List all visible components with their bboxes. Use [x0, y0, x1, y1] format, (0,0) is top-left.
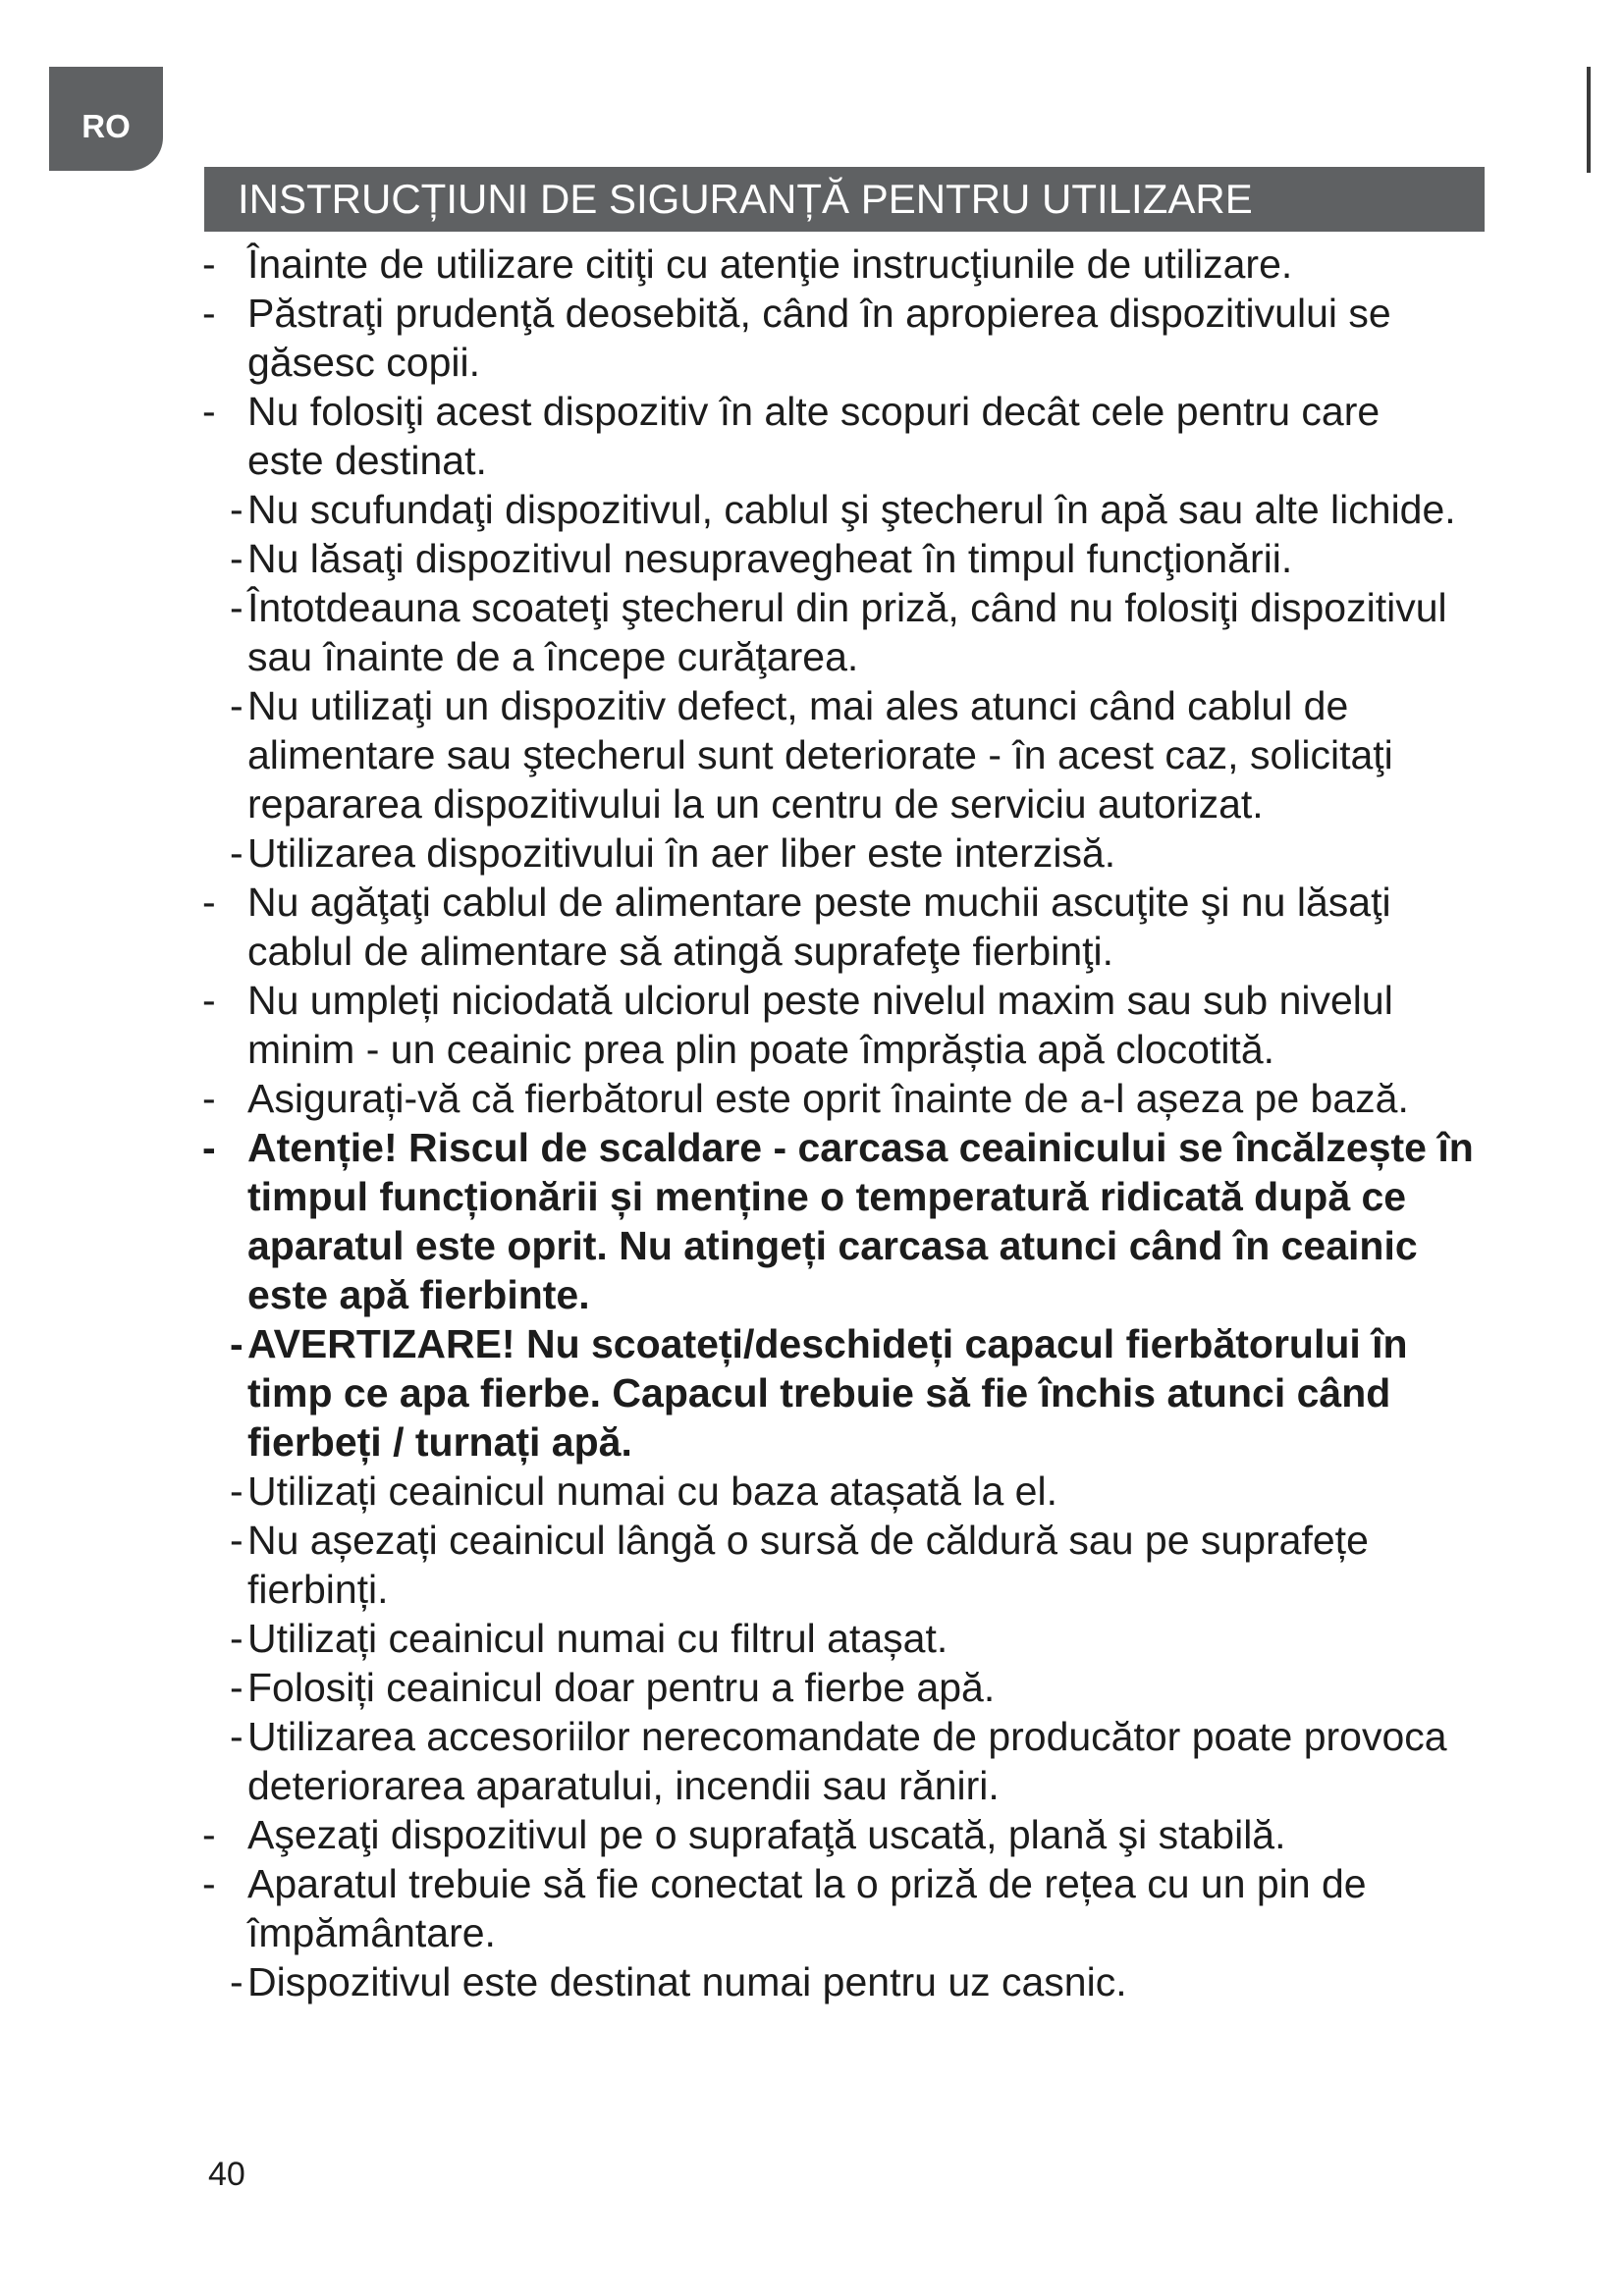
safety-instructions-list: [0, 240, 1624, 2006]
instruction-text-line: minim - un ceainic prea plin poate împrăștia apă clocotită.: [247, 1027, 1275, 1072]
instruction-item: [0, 1319, 1624, 1467]
instruction-item: [0, 878, 1624, 976]
instruction-item: [0, 485, 1624, 534]
instruction-text-line: alimentare sau ştecherul sunt deteriorate - în acest caz, solicitaţi: [247, 732, 1393, 777]
instruction-text-line: Nu așezați ceainicul lângă o sursă de căldură sau pe suprafețe: [247, 1518, 1369, 1563]
instruction-text-line: Atenție! Riscul de scaldare - carcasa ceainicului se încălzește în: [247, 1125, 1474, 1170]
instruction-text-line: AVERTIZARE! Nu scoateți/deschideți capacul fierbătorului în: [247, 1321, 1408, 1366]
bullet-dash: -: [202, 1861, 216, 1906]
language-tab: RO: [49, 67, 163, 171]
instruction-item: [0, 289, 1624, 387]
instruction-text-line: Utilizarea dispozitivului în aer liber este interzisă.: [247, 830, 1116, 876]
bullet-dash: -: [230, 1321, 244, 1366]
instruction-text-line: Asigurați-vă că fierbătorul este oprit înainte de a-l așeza pe bază.: [247, 1076, 1409, 1121]
instruction-text-line: Aparatul trebuie să fie conectat la o priză de rețea cu un pin de: [247, 1861, 1367, 1906]
instruction-item: [0, 1614, 1624, 1663]
bullet-dash: -: [230, 1518, 244, 1563]
instruction-text-line: sau înainte de a începe curăţarea.: [247, 634, 859, 679]
instruction-text-line: Utilizați ceainicul numai cu filtrul atașat.: [247, 1616, 948, 1661]
instruction-item: [0, 1663, 1624, 1712]
instruction-text-line: Nu lăsaţi dispozitivul nesupravegheat în timpul funcţionării.: [247, 536, 1293, 581]
instruction-text-line: Utilizați ceainicul numai cu baza atașată la el.: [247, 1468, 1057, 1514]
page-edge-marker: [1587, 67, 1591, 173]
bullet-dash: -: [230, 536, 244, 581]
instruction-text-line: deteriorarea aparatului, incendii sau răniri.: [247, 1763, 1000, 1808]
instruction-text-line: Nu utilizaţi un dispozitiv defect, mai ales atunci când cablul de: [247, 683, 1349, 728]
page-number: 40: [208, 2156, 245, 2193]
bullet-dash: -: [202, 1812, 216, 1857]
instruction-item: [0, 976, 1624, 1074]
instruction-text-line: găsesc copii.: [247, 340, 481, 385]
bullet-dash: -: [202, 389, 216, 434]
instruction-item: [0, 583, 1624, 681]
instruction-text-line: Nu umpleți niciodată ulciorul peste nivelul maxim sau sub nivelul: [247, 978, 1393, 1023]
bullet-dash: -: [230, 1616, 244, 1661]
instruction-item: [0, 1516, 1624, 1614]
instruction-item: [0, 534, 1624, 583]
bullet-dash: -: [202, 880, 216, 925]
instruction-text-line: este apă fierbinte.: [247, 1272, 590, 1317]
bullet-dash: -: [202, 1125, 216, 1170]
instruction-text-line: timp ce apa fierbe. Capacul trebuie să fie închis atunci când: [247, 1370, 1391, 1415]
bullet-dash: -: [230, 830, 244, 876]
instruction-item: [0, 828, 1624, 878]
instruction-text-line: Întotdeauna scoateţi ştecherul din priză, când nu folosiţi dispozitivul: [247, 585, 1447, 630]
instruction-text-line: fierbeți / turnați apă.: [247, 1419, 632, 1465]
instruction-item: [0, 1467, 1624, 1516]
instruction-text-line: Aşezaţi dispozitivul pe o suprafaţă uscată, plană şi stabilă.: [247, 1812, 1286, 1857]
instruction-item: [0, 1810, 1624, 1859]
instruction-text-line: repararea dispozitivului la un centru de serviciu autorizat.: [247, 781, 1264, 827]
instruction-item: [0, 1957, 1624, 2006]
instruction-text-line: fierbinți.: [247, 1567, 389, 1612]
instruction-item: [0, 387, 1624, 485]
instruction-text-line: Nu scufundaţi dispozitivul, cablul şi ştecherul în apă sau alte lichide.: [247, 487, 1456, 532]
bullet-dash: -: [230, 683, 244, 728]
instruction-text-line: timpul funcționării și menține o temperatură ridicată după ce: [247, 1174, 1407, 1219]
section-title: INSTRUCȚIUNI DE SIGURANȚĂ PENTRU UTILIZARE: [204, 167, 1485, 232]
instruction-item: [0, 1712, 1624, 1810]
instruction-text-line: cablul de alimentare să atingă suprafeţe fierbinţi.: [247, 929, 1114, 974]
bullet-dash: -: [202, 291, 216, 336]
bullet-dash: -: [230, 1665, 244, 1710]
instruction-text-line: este destinat.: [247, 438, 487, 483]
instruction-text-line: Nu agăţaţi cablul de alimentare peste muchii ascuţite şi nu lăsaţi: [247, 880, 1391, 925]
instruction-item: [0, 681, 1624, 828]
instruction-text-line: Dispozitivul este destinat numai pentru uz casnic.: [247, 1959, 1127, 2004]
instruction-text-line: aparatul este oprit. Nu atingeți carcasa atunci când în ceainic: [247, 1223, 1418, 1268]
instruction-item: [0, 1123, 1624, 1319]
instruction-text-line: împământare.: [247, 1910, 496, 1955]
bullet-dash: -: [230, 1468, 244, 1514]
instruction-text-line: Nu folosiţi acest dispozitiv în alte scopuri decât cele pentru care: [247, 389, 1380, 434]
bullet-dash: -: [230, 1959, 244, 2004]
bullet-dash: -: [230, 487, 244, 532]
bullet-dash: -: [202, 241, 216, 287]
instruction-text-line: Folosiți ceainicul doar pentru a fierbe apă.: [247, 1665, 996, 1710]
instruction-item: [0, 240, 1624, 289]
bullet-dash: -: [202, 1076, 216, 1121]
instruction-text-line: Păstraţi prudenţă deosebită, când în apropierea dispozitivului se: [247, 291, 1391, 336]
instruction-text-line: Utilizarea accesoriilor nerecomandate de producător poate provoca: [247, 1714, 1447, 1759]
bullet-dash: -: [202, 978, 216, 1023]
instruction-text-line: Înainte de utilizare citiţi cu atenţie instrucţiunile de utilizare.: [247, 241, 1293, 287]
instruction-item: [0, 1074, 1624, 1123]
instruction-item: [0, 1859, 1624, 1957]
bullet-dash: -: [230, 1714, 244, 1759]
bullet-dash: -: [230, 585, 244, 630]
